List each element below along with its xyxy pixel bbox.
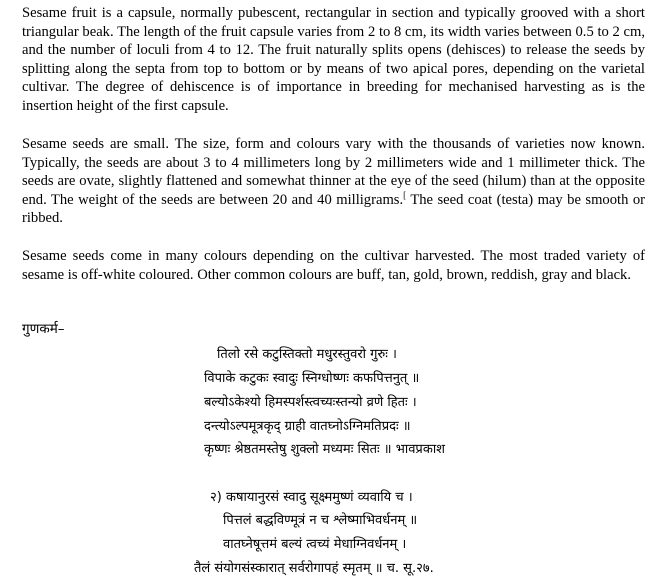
paragraph-seed-text: Sesame seeds are small. The size, form and colours vary with the thousands of varieties now known. Typically, the seeds are about 3 to 4 millimeters long by 2 millimeters wide and 1 millimeter thick. The seeds are ovate, slightly flattened and somewhat thinner at the eye of the seed (hilum) than at the opposite end. The weight of the seeds are between 20 and 40 milligrams. [22,136,645,208]
verse-line-source: तैलं संयोगसंस्कारात् सर्वरोगापहं स्मृतम् ॥ च. सू.२७. [194,561,434,576]
verse-line: विपाके कटुकः स्वादुः स्निग्धोष्णः कफपित्तनुत् ॥ [204,371,420,386]
paragraph-seed-colours: Sesame seeds come in many colours depending on the cultivar harvested. The most traded variety of sesame is off-white coloured. Other common colours are buff, tan, gold, brown, reddish, gray and black. [22,248,645,283]
verse-line: पित्तलं बद्धविण्मूत्रं न च श्लेष्माभिवर्धनम् ॥ [223,513,418,528]
verse-line: दन्त्योऽल्पमूत्रकृद् ग्राही वातघ्नोऽग्निमतिप्रदः ॥ [204,419,411,434]
paragraph-seed-text-continued: The seed coat (testa) may be smooth or ribbed. [22,191,645,227]
paragraph-fruit-description: Sesame fruit is a capsule, normally pubescent, rectangular in section and typically grooved with a short triangular beak. The length of the fruit capsule varies from 2 to 8 cm, its width varies between 0.5 to 2 cm, and the number of loculi from 4 to 12. The fruit naturally splits opens (dehisces) to release the seeds by splitting along the septa from top to bottom or by means of two apical pores, depending on the varietal cultivar. The degree of dehiscence is of importance in breeding for mechanised harvesting as is the insertion height of the first capsule. [22,5,645,114]
verse-line: २) कषायानुरसं स्वादु सूक्ष्ममुष्णं व्यवायि च । [210,490,413,505]
reference-marker[interactable]: [ [403,189,407,200]
paragraph-seed-description [22,135,645,228]
verse-line: बल्योऽकेश्यो हिमस्पर्शस्त्वच्यःस्तन्यो व्रणे हितः । [204,395,417,410]
verse-line: वातघ्नेषूत्तमं बल्यं त्वच्यं मेधाग्निवर्धनम् । [223,537,407,552]
verse-line-source: कृष्णः श्रेष्ठतमस्तेषु शुक्लो मध्यमः सितः ॥ भावप्रकाश [204,442,446,457]
verse-line: तिलो रसे कटुस्तिक्तो मधुरस्तुवरो गुरुः । [217,347,397,362]
section-heading-properties: गुणकर्म– [22,321,65,337]
